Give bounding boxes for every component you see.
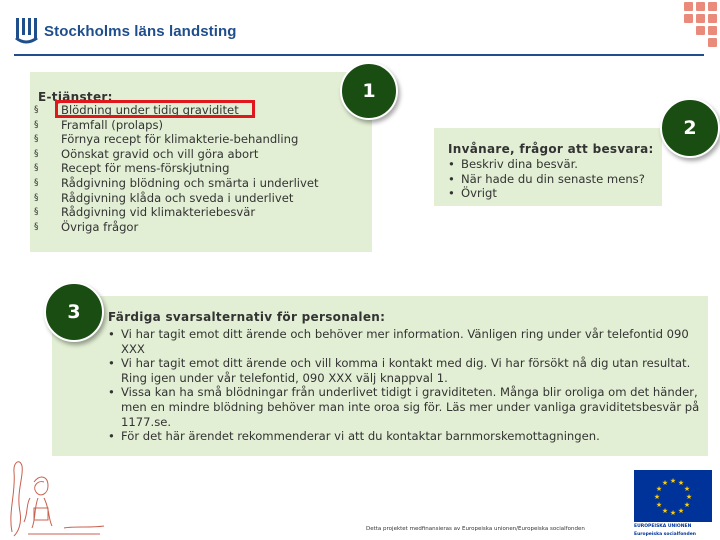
citizen-questions-list	[448, 157, 645, 201]
staff-responses-list	[108, 327, 702, 444]
logo-text: Stockholms läns landsting	[44, 22, 237, 40]
response-item[interactable]	[108, 356, 702, 385]
list-bullet: •	[448, 186, 455, 201]
svg-text:★: ★	[655, 485, 663, 493]
eu-line-1: EUROPEISKA UNIONEN	[634, 524, 692, 529]
svg-text:★: ★	[677, 479, 685, 487]
svg-text:★: ★	[655, 501, 663, 509]
staff-responses-panel	[52, 296, 708, 456]
eu-flag-icon	[634, 470, 712, 522]
list-bullet: §	[34, 177, 39, 188]
e-service-item[interactable]	[34, 118, 319, 133]
staff-responses-title: Färdiga svarsalternativ för personalen:	[108, 310, 386, 324]
response-item[interactable]	[108, 429, 702, 444]
e-services-list	[34, 103, 319, 234]
list-bullet: §	[34, 105, 39, 115]
decorative-dots	[684, 0, 718, 52]
svg-text:★: ★	[653, 493, 661, 501]
list-bullet: §	[34, 207, 39, 218]
response-text: Vi har tagit emot ditt ärende och behöver mer information. Vänligen ring under vår telefontid 090 XXX	[121, 327, 689, 356]
e-service-label: Rådgivning vid klimakteriebesvär	[61, 205, 256, 220]
e-service-label: Förnya recept för klimakterie-behandling	[61, 132, 299, 147]
list-bullet: •	[448, 157, 455, 171]
svg-text:★: ★	[661, 507, 669, 515]
e-service-label: Rådgivning blödning och smärta i underlivet	[61, 175, 319, 190]
svg-text:★: ★	[685, 493, 693, 501]
list-bullet: •	[448, 171, 455, 186]
eu-line-2: Europeiska socialfonden	[634, 531, 696, 537]
svg-text:★: ★	[669, 477, 677, 485]
e-services-panel	[30, 72, 372, 252]
svg-text:★: ★	[661, 479, 669, 487]
citizen-questions-title: Invånare, frågor att besvara:	[448, 142, 654, 156]
list-bullet: §	[34, 148, 39, 159]
e-service-label: Recept för mens-förskjutning	[61, 161, 230, 176]
response-item[interactable]	[108, 327, 702, 356]
e-service-label: Oönskat gravid och vill göra abort	[61, 146, 259, 161]
step-badge-3: 3	[44, 282, 104, 342]
header-divider	[14, 54, 704, 56]
e-service-item[interactable]	[34, 161, 319, 176]
response-text: Vissa kan ha små blödningar från underlivet tidigt i graviditeten. Många blir oroliga om det händer, men en mindre blödning behöver man inte oroa sig för. Läs mer under vanliga graviditetsbesvär på 1177.se.	[121, 385, 700, 429]
funding-text: Detta projektet medfinansieras av Europeiska unionen/Europeiska socialfonden	[366, 526, 585, 532]
e-service-item[interactable]	[34, 191, 319, 206]
question-item	[448, 186, 645, 201]
list-bullet: §	[34, 221, 39, 232]
response-text: För det här ärendet rekommenderar vi att du kontaktar barnmorskemottagningen.	[121, 429, 600, 444]
e-service-label: Framfall (prolaps)	[61, 117, 164, 132]
response-item[interactable]	[108, 385, 702, 429]
list-bullet: §	[34, 163, 39, 174]
e-service-item[interactable]	[34, 205, 319, 220]
svg-text:★: ★	[683, 501, 691, 509]
question-item	[448, 172, 645, 187]
e-service-label: Rådgivning klåda och sveda i underlivet	[61, 190, 294, 205]
list-bullet: §	[34, 134, 39, 145]
list-bullet: •	[108, 385, 115, 400]
list-bullet: §	[34, 119, 39, 130]
e-service-item[interactable]	[34, 147, 319, 162]
question-item	[448, 157, 645, 172]
e-service-item[interactable]	[34, 132, 319, 147]
e-service-item[interactable]	[34, 176, 319, 191]
ehalsa-sketch-icon	[4, 452, 124, 538]
e-service-item[interactable]	[34, 220, 319, 235]
e-service-label: Blödning under tidig graviditet	[61, 103, 239, 117]
svg-text:★: ★	[669, 509, 677, 517]
e-service-label: Övriga frågor	[61, 219, 139, 234]
svg-text:★: ★	[677, 507, 685, 515]
citizen-questions-panel	[434, 128, 662, 206]
question-label: När hade du din senaste mens?	[461, 171, 645, 186]
sll-logo	[14, 18, 237, 44]
question-label: Beskriv dina besvär.	[461, 157, 578, 171]
list-bullet: •	[108, 356, 115, 371]
step-badge-1: 1	[340, 62, 398, 120]
e-services-title: E-tjänster:	[38, 90, 113, 104]
list-bullet: •	[108, 327, 115, 341]
sll-logo-icon	[14, 18, 38, 44]
list-bullet: •	[108, 429, 115, 444]
list-bullet: §	[34, 192, 39, 203]
svg-text:★: ★	[683, 485, 691, 493]
eu-logo	[634, 470, 712, 538]
question-label: Övrigt	[461, 186, 497, 201]
step-badge-2: 2	[660, 98, 720, 158]
response-text: Vi har tagit emot ditt ärende och vill komma i kontakt med dig. Vi har försökt nå dig utan resultat. Ring igen under vår telefontid, 090 XXX välj knappval 1.	[121, 356, 691, 385]
selected-service-highlight	[55, 100, 255, 118]
